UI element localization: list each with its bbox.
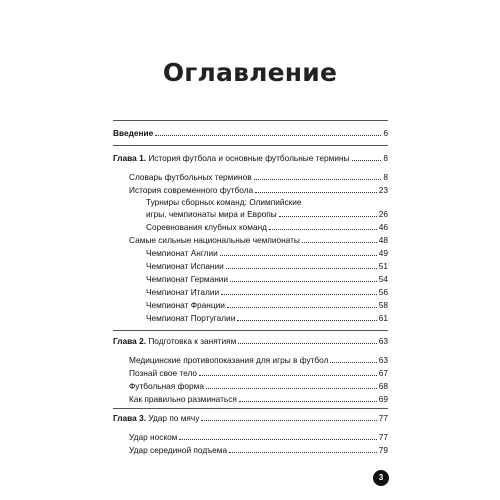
dot-leader [201, 420, 376, 421]
toc-entry[interactable]: Чемпионат Португалии 61 [146, 313, 388, 323]
dot-leader [237, 320, 376, 321]
toc-entry[interactable]: Удар носком 77 [129, 432, 388, 442]
toc-entry[interactable]: Футбольная форма 68 [129, 381, 388, 391]
toc-entry[interactable]: История современного футбола 23 [129, 185, 388, 195]
toc-entry[interactable]: игры, чемпионаты мира и Европы 26 [146, 209, 388, 219]
dot-leader [238, 343, 376, 344]
toc-entry[interactable]: Чемпионат Италии 56 [146, 287, 388, 297]
toc-entry[interactable]: Самые сильные национальные чемпионаты 48 [129, 235, 388, 245]
dot-leader [179, 439, 376, 440]
dot-leader [269, 229, 377, 230]
toc-entry[interactable]: Познай свое тело 67 [129, 368, 388, 378]
dot-leader [206, 388, 377, 389]
dot-leader [255, 192, 377, 193]
dot-leader [227, 307, 377, 308]
toc-entry[interactable]: Как правильно разминаться 69 [129, 394, 388, 404]
dot-leader [302, 242, 377, 243]
divider [113, 330, 388, 331]
dot-leader [220, 255, 377, 256]
toc-entry-chapter-2[interactable]: Глава 2. Подготовка к занятиям 63 [113, 336, 388, 346]
dot-leader [279, 216, 377, 217]
toc-entry[interactable]: Медицинские противопоказания для игры в футбол 63 [129, 355, 388, 365]
toc-entry[interactable]: Словарь футбольных терминов 8 [129, 172, 388, 182]
page-title: Оглавление [162, 58, 338, 87]
toc-entry[interactable]: Соревнования клубных команд 46 [146, 222, 388, 232]
dot-leader [199, 375, 377, 376]
dot-leader [229, 452, 377, 453]
dot-leader [254, 179, 382, 180]
dot-leader [352, 160, 382, 161]
toc-entry-first-line: Турниры сборных команд: Олимпийские [146, 197, 302, 207]
toc-entry[interactable]: Чемпионат Англии 49 [146, 248, 388, 258]
divider [113, 120, 388, 121]
toc-entry[interactable]: Чемпионат Германии 54 [146, 274, 388, 284]
toc-entry-chapter-1[interactable]: Глава 1. История футбола и основные футбольные термины 8 [113, 153, 388, 163]
toc-entry-chapter-3[interactable]: Глава 3. Удар по мячу 77 [113, 413, 388, 423]
dot-leader [221, 294, 377, 295]
dot-leader [330, 362, 376, 363]
page-number-badge: 3 [373, 470, 389, 486]
divider [113, 408, 388, 409]
toc-entry[interactable]: Чемпионат Франции 58 [146, 300, 388, 310]
dot-leader [239, 401, 377, 402]
dot-leader [230, 281, 377, 282]
divider [113, 145, 388, 146]
toc-entry[interactable]: Чемпионат Испании 51 [146, 261, 388, 271]
toc-entry-intro[interactable]: Введение 6 [113, 128, 388, 138]
dot-leader [155, 135, 381, 136]
toc-entry[interactable]: Удар серединой подъема 79 [129, 445, 388, 455]
dot-leader [226, 268, 377, 269]
